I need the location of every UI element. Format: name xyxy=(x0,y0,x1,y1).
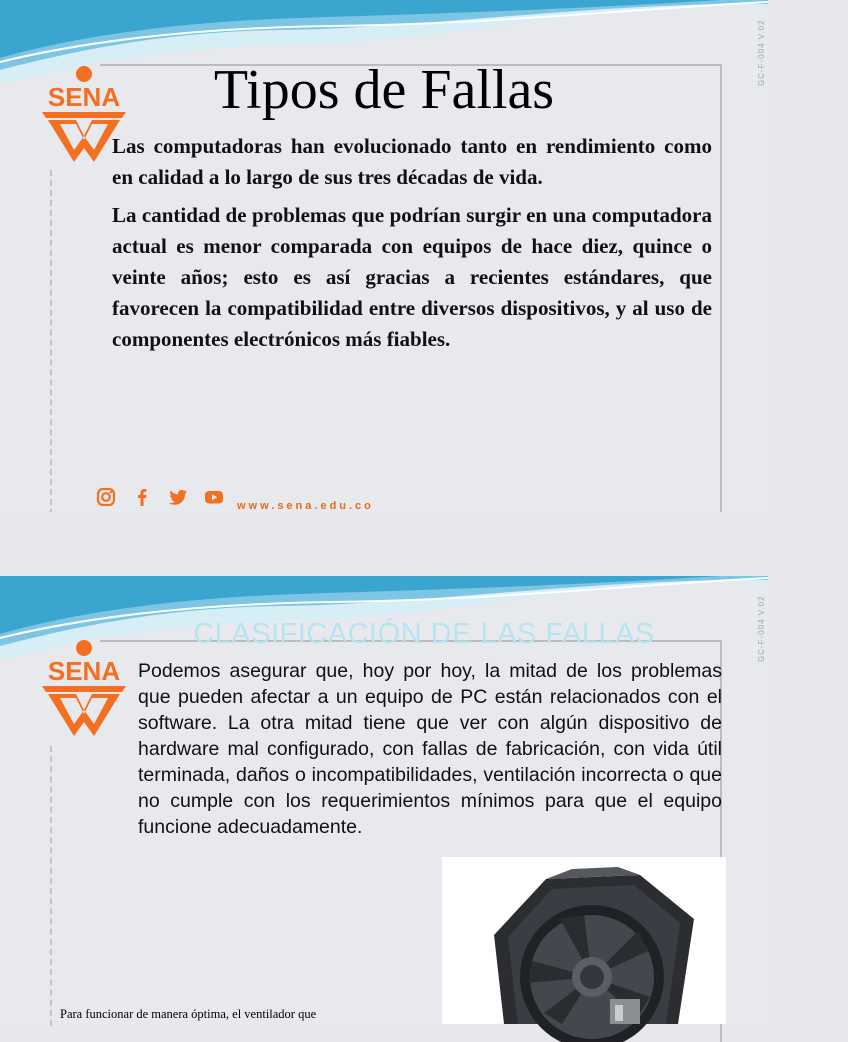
frame-dashed-edge xyxy=(50,170,52,515)
body-text xyxy=(112,131,712,362)
social-icons xyxy=(96,487,224,507)
doc-code: GC-F-004 V.02 xyxy=(757,595,766,662)
page-title: Tipos de Fallas xyxy=(213,59,555,121)
sena-logo xyxy=(38,638,130,738)
paragraph: La cantidad de problemas que podrían surgir en una computadora actual es menor comparada con equipos de hace diez, quince o veinte años; esto es así gracias a recientes estándares, que favorecen la compatibilidad entre diversos dispositivos, y al uso de componentes electrónicos más fiables. xyxy=(112,203,712,351)
section-title: CLASIFICACIÓN DE LAS FALLAS xyxy=(193,618,655,650)
slide-tipos-de-fallas xyxy=(0,0,768,512)
cpu-fan-image xyxy=(442,857,726,1024)
instagram-icon[interactable] xyxy=(96,487,116,507)
paragraph: Las computadoras han evolucionado tanto en rendimiento como en calidad a lo largo de sus tres décadas de vida. xyxy=(112,134,712,189)
website-link[interactable]: www.sena.edu.co xyxy=(237,500,374,512)
slide-gap xyxy=(0,512,768,576)
slide-clasificacion xyxy=(0,576,768,1024)
body-text: Podemos asegurar que, hoy por hoy, la mitad de los problemas que pueden afectar a un equipo de PC están relacionados con el software. La otra mitad tiene que ver con algún dispositivo de hardware mal configurado, con fallas de fabricación, con vida útil terminada, daños o incompatibilidades, ventilación incorrecta o que no cumple con los requerimientos mínimos para que el equipo funcione adecuadamente. xyxy=(138,660,722,838)
twitter-icon[interactable] xyxy=(168,487,188,507)
frame-dashed-edge xyxy=(50,746,52,1026)
doc-code: GC-F-004 V.02 xyxy=(757,19,766,86)
svg-text:SENA: SENA xyxy=(47,656,121,686)
svg-text:SENA: SENA xyxy=(47,82,121,112)
youtube-icon[interactable] xyxy=(204,487,224,507)
image-caption: Para funcionar de manera óptima, el ventilador que xyxy=(60,1007,317,1021)
facebook-icon[interactable] xyxy=(132,487,152,507)
cpu-fan-illustration xyxy=(442,857,726,1024)
